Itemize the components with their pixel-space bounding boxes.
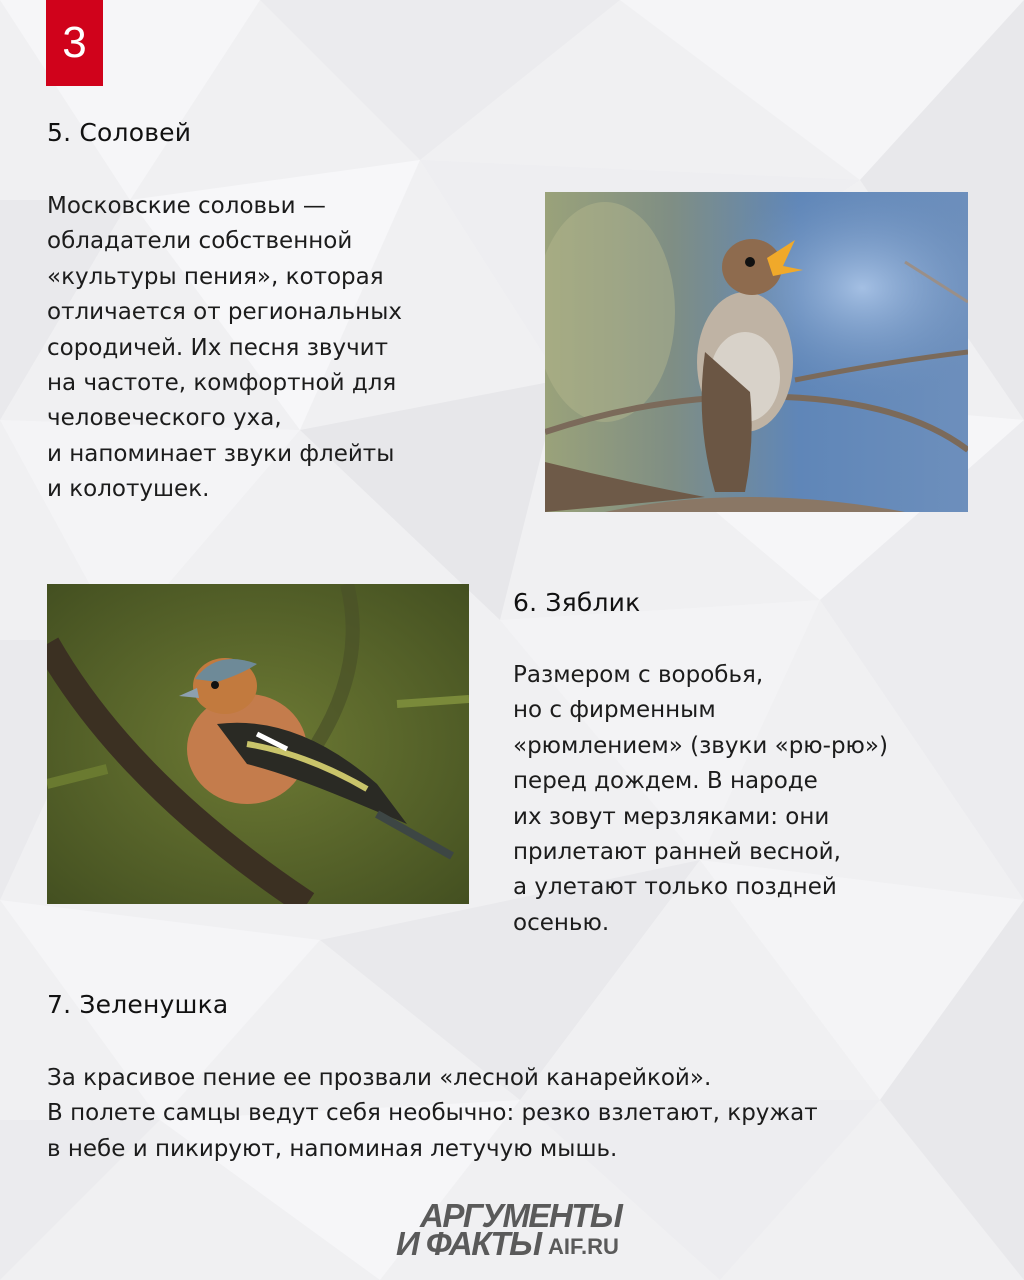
text-line: «рюмлением» (звуки «рю-рю»)	[513, 732, 888, 759]
text-line: осенью.	[513, 909, 610, 936]
text-line: и колотушек.	[47, 476, 210, 503]
text-line: на частоте, комфортной для	[47, 370, 397, 397]
text-line: но с фирменным	[513, 697, 716, 724]
text-line: Размером с воробья,	[513, 662, 764, 688]
logo-line-2: И ФАКТЫ	[396, 1225, 541, 1262]
nightingale-photo	[545, 192, 968, 512]
text-line: «культуры пения», которая	[47, 263, 384, 290]
section-heading-chaffinch: 6. Зяблик	[513, 588, 641, 617]
text-line: За красивое пение ее прозвали «лесной канарейкой».	[47, 1065, 712, 1091]
text-line: Московские соловьи —	[47, 193, 326, 219]
section-heading-greenfinch: 7. Зеленушка	[47, 990, 229, 1019]
text-line: прилетают ранней весной,	[513, 839, 841, 866]
logo-site: AIF.RU	[548, 1234, 619, 1259]
logo-line-1: АРГУМЕНТЫ	[420, 1197, 622, 1234]
text-line: отличается от региональных	[47, 299, 402, 326]
text-line: человеческого уха,	[47, 405, 282, 432]
aif-logo	[396, 1197, 656, 1264]
text-line: и напоминает звуки флейты	[47, 440, 395, 467]
page-number-badge: 3	[46, 0, 103, 86]
section-text-nightingale	[47, 189, 402, 508]
section-heading-nightingale: 5. Соловей	[47, 118, 192, 147]
text-line: а улетают только поздней	[513, 874, 837, 901]
text-line: перед дождем. В народе	[513, 768, 818, 795]
text-line: обладатели собственной	[47, 228, 353, 255]
text-line: В полете самцы ведут себя необычно: резко взлетают, кружат	[47, 1100, 818, 1127]
section-text-greenfinch	[47, 1061, 818, 1167]
chaffinch-photo	[47, 584, 469, 904]
text-line: в небе и пикируют, напоминая летучую мышь.	[47, 1135, 618, 1162]
text-line: их зовут мерзляками: они	[513, 803, 830, 830]
section-text-chaffinch	[513, 658, 888, 941]
text-line: сородичей. Их песня звучит	[47, 334, 389, 361]
